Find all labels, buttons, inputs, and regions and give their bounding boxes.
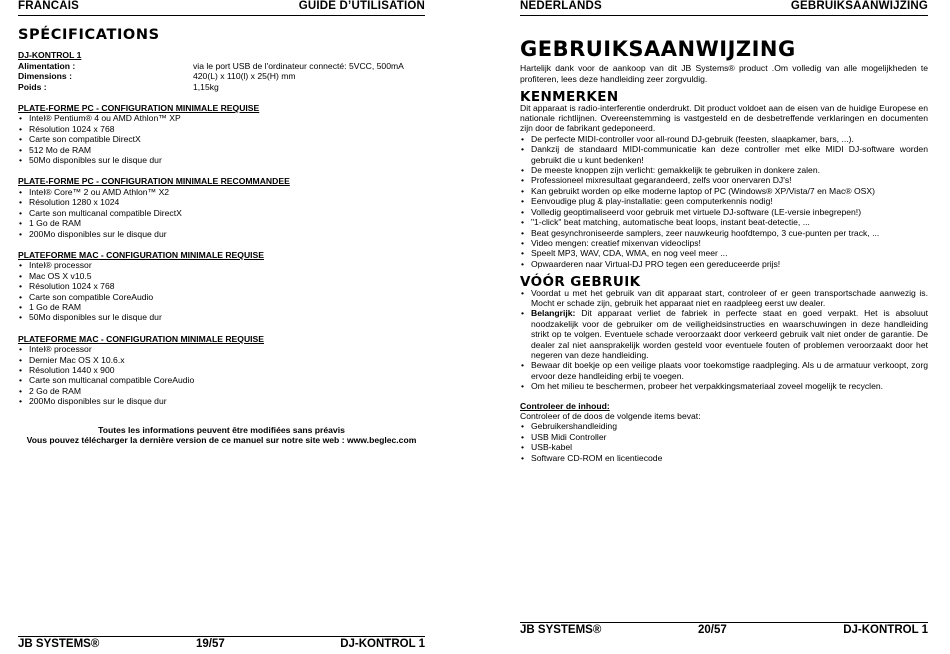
list-item: • De perfecte MIDI-controller voor all-round DJ-gebruik (feesten, slaapkamer, bars, ...). (531, 134, 928, 144)
spec-label: Poids : (18, 81, 47, 92)
kenmerken-heading: KENMERKEN (520, 89, 619, 106)
list-item: • Carte son multicanal compatible CoreAudio (29, 375, 425, 385)
list-item: • Résolution 1440 x 900 (29, 365, 425, 375)
requirement-list (18, 344, 425, 406)
manual-heading: GEBRUIKSAANWIJZING (520, 37, 796, 61)
list-item-text: Voordat u met het gebruik van dit apparaat start, controleer of er geen transportschade aanwezig is. Mocht er schade zijn, gebruik het apparaat niet en raadpleeg eerst uw dealer. (531, 287, 928, 308)
kenmerken-list (520, 134, 928, 269)
left-footer-page: 19/57 (196, 638, 225, 650)
list-item (531, 288, 928, 309)
notice-download: Vous pouvez télécharger la dernière version de ce manuel sur notre site web : www.beglec.com (26, 435, 417, 445)
right-footer-page: 20/57 (698, 624, 727, 636)
intro-text: Hartelijk dank voor de aankoop van dit JB Systems® product .Om volledig van alle mogelijkheden te profiteren, lees deze handleiding zeer zorgvuldig. (520, 63, 928, 84)
list-item: • Carte son compatible DirectX (29, 134, 425, 144)
list-item: • Video mengen: creatief mixenvan videoclips! (531, 238, 928, 248)
spec-value: 420(L) x 110(l) x 25(H) mm (193, 71, 296, 82)
notice-modifications: Toutes les informations peuvent être modifiées sans préavis (98, 424, 345, 435)
list-item: • Résolution 1024 x 768 (29, 124, 425, 134)
list-item: • Gebruikershandleiding (531, 421, 928, 431)
spec-table (18, 61, 425, 92)
left-footer-brand: JB SYSTEMS® (18, 638, 100, 650)
spec-row (18, 82, 425, 92)
spec-value: via le port USB de l'ordinateur connecté: 5VCC, 500mA (193, 60, 404, 71)
list-item: • 50Mo disponibles sur le disque dur (29, 312, 425, 322)
controle-list (520, 421, 928, 463)
list-item: • 200Mo disponibles sur le disque dur (29, 229, 425, 239)
section-title: PLATE-FORME PC - CONFIGURATION MINIMALE RECOMMANDEE (18, 176, 290, 187)
list-item: • Intel® processor (29, 344, 425, 354)
spec-label: Dimensions : (18, 71, 72, 82)
left-footer (18, 636, 425, 653)
controle-intro: Controleer of de doos de volgende items bevat: (520, 411, 701, 421)
section-title: PLATEFORME MAC - CONFIGURATION MINIMALE REQUISE (18, 333, 265, 344)
right-header (520, 0, 928, 16)
spec-value: 1,15kg (193, 81, 219, 92)
model-name: DJ-KONTROL 1 (18, 50, 82, 61)
spec-row (18, 61, 425, 71)
list-item: • Kan gebruikt worden op elke moderne laptop of PC (Windows® XP/Vista/7 en Mac® OSX) (531, 186, 928, 196)
list-item: • 200Mo disponibles sur le disque dur (29, 396, 425, 406)
list-item: • 1 Go de RAM (29, 218, 425, 228)
section-title: PLATE-FORME PC - CONFIGURATION MINIMALE REQUISE (18, 103, 260, 114)
right-page (520, 0, 928, 654)
list-item: • Volledig geoptimaliseerd voor gebruik met virtuele DJ-software (LE-versie inbegrepen!) (531, 207, 928, 217)
list-item: • Dernier Mac OS X 10.6.x (29, 355, 425, 365)
list-item: • Dankzij de standaard MIDI-communicatie kan deze controller met elke MIDI DJ-software worden gebruikt die u kunt bedenken! (531, 144, 928, 165)
list-item-text: Om het milieu te beschermen, probeer het verpakkingsmateriaal zoveel mogelijk te recyclen. (531, 381, 884, 392)
list-item (531, 360, 928, 381)
list-item: • Intel® processor (29, 260, 425, 270)
left-header-language: FRANCAIS (18, 0, 80, 12)
right-content (520, 37, 928, 463)
list-item: • Intel® Core™ 2 ou AMD Athlon™ X2 (29, 187, 425, 197)
left-footer-model: DJ-KONTROL 1 (340, 638, 425, 650)
list-item: • 512 Mo de RAM (29, 145, 425, 155)
left-header-title: GUIDE D’UTILISATION (298, 0, 425, 12)
list-item: • 2 Go de RAM (29, 386, 425, 396)
list-item: • Carte son multicanal compatible DirectX (29, 208, 425, 218)
specifications-heading: SPÉCIFICATIONS (18, 27, 160, 43)
kenmerken-intro: Dit apparaat is radio-interferentie onderdrukt. Dit product voldoet aan de eisen van de huidige Europese en nationale richtlijnen. Overeenstemming is vastgesteld en de desbetreffende verklaringen en documenten zijn door de fabrikant gedeponeerd. (520, 102, 928, 134)
right-footer-brand: JB SYSTEMS® (520, 624, 602, 636)
list-item (531, 308, 928, 360)
list-item: • Software CD-ROM en licentiecode (531, 453, 928, 463)
list-item-text: Bewaar dit boekje op een veilige plaats voor toekomstige raadpleging. Als u de armatuur verkoopt, zorg ervoor deze handleiding erbij te voegen. (531, 360, 928, 381)
requirement-sections (18, 92, 425, 407)
requirement-list (18, 113, 425, 165)
voor-gebruik-heading: VÓÓR GEBRUIK (520, 274, 641, 291)
list-item-text: Dit apparaat verliet de fabriek in perfecte staat en goed verpakt. Het is absoluut noodzakelijk voor de gebruiker om de veiligheidsinstructies en waarschuwingen in deze handleiding strikt op te volgen. Eventuele schade veroorzaakt door verkeerd gebruik valt niet onder de garantie. De dealer zal niet aansprakelijk worden gesteld voor eventuele fouten of problemen veroorzaakt door het negeren van deze handleiding. (531, 308, 928, 360)
list-item: • "1-click" beat matching, automatische beat loops, instant beat-detectie, ... (531, 217, 928, 227)
list-item: • Speelt MP3, WAV, CDA, WMA, en nog veel meer ... (531, 248, 928, 258)
voor-gebruik-list (520, 288, 928, 392)
list-item: • Carte son compatible CoreAudio (29, 292, 425, 302)
list-item: • De meeste knoppen zijn verlicht: gemakkelijk te gebruiken in donkere zalen. (531, 165, 928, 175)
spec-label: Alimentation : (18, 60, 76, 71)
right-footer-model: DJ-KONTROL 1 (843, 624, 928, 636)
list-item: • Eenvoudige plug & play-installatie: geen computerkennis nodig! (531, 196, 928, 206)
right-header-title: GEBRUIKSAANWIJZING (790, 0, 928, 12)
section-title: PLATEFORME MAC - CONFIGURATION MINIMALE REQUISE (18, 249, 265, 260)
list-item: • Résolution 1280 x 1024 (29, 197, 425, 207)
controle-heading: Controleer de inhoud: (520, 400, 610, 411)
list-item (531, 381, 928, 391)
left-content (18, 27, 425, 445)
list-item: • USB-kabel (531, 442, 928, 452)
list-item: • 50Mo disponibles sur le disque dur (29, 155, 425, 165)
requirement-list (18, 260, 425, 322)
list-item: • USB Midi Controller (531, 432, 928, 442)
list-item: • 1 Go de RAM (29, 302, 425, 312)
list-item: • Mac OS X v10.5 (29, 271, 425, 281)
list-item: • Résolution 1024 x 768 (29, 281, 425, 291)
list-item: • Professioneel mixresultaat gegarandeerd, zelfs voor onervaren DJ's! (531, 175, 928, 185)
important-label: Belangrijk: (531, 308, 576, 319)
requirement-list (18, 187, 425, 239)
right-header-language: NEDERLANDS (520, 0, 602, 12)
list-item: • Beat gesynchroniseerde samplers, zeer nauwkeurig hoofdtempo, 3 cue-punten per track, ... (531, 228, 928, 238)
left-page (18, 0, 425, 654)
left-header (18, 0, 425, 16)
spec-row (18, 71, 425, 81)
list-item: • Opwaarderen naar Virtual-DJ PRO tegen een gereduceerde prijs! (531, 259, 928, 269)
list-item: • Intel® Pentium® 4 ou AMD Athlon™ XP (29, 113, 425, 123)
right-footer (520, 622, 928, 639)
